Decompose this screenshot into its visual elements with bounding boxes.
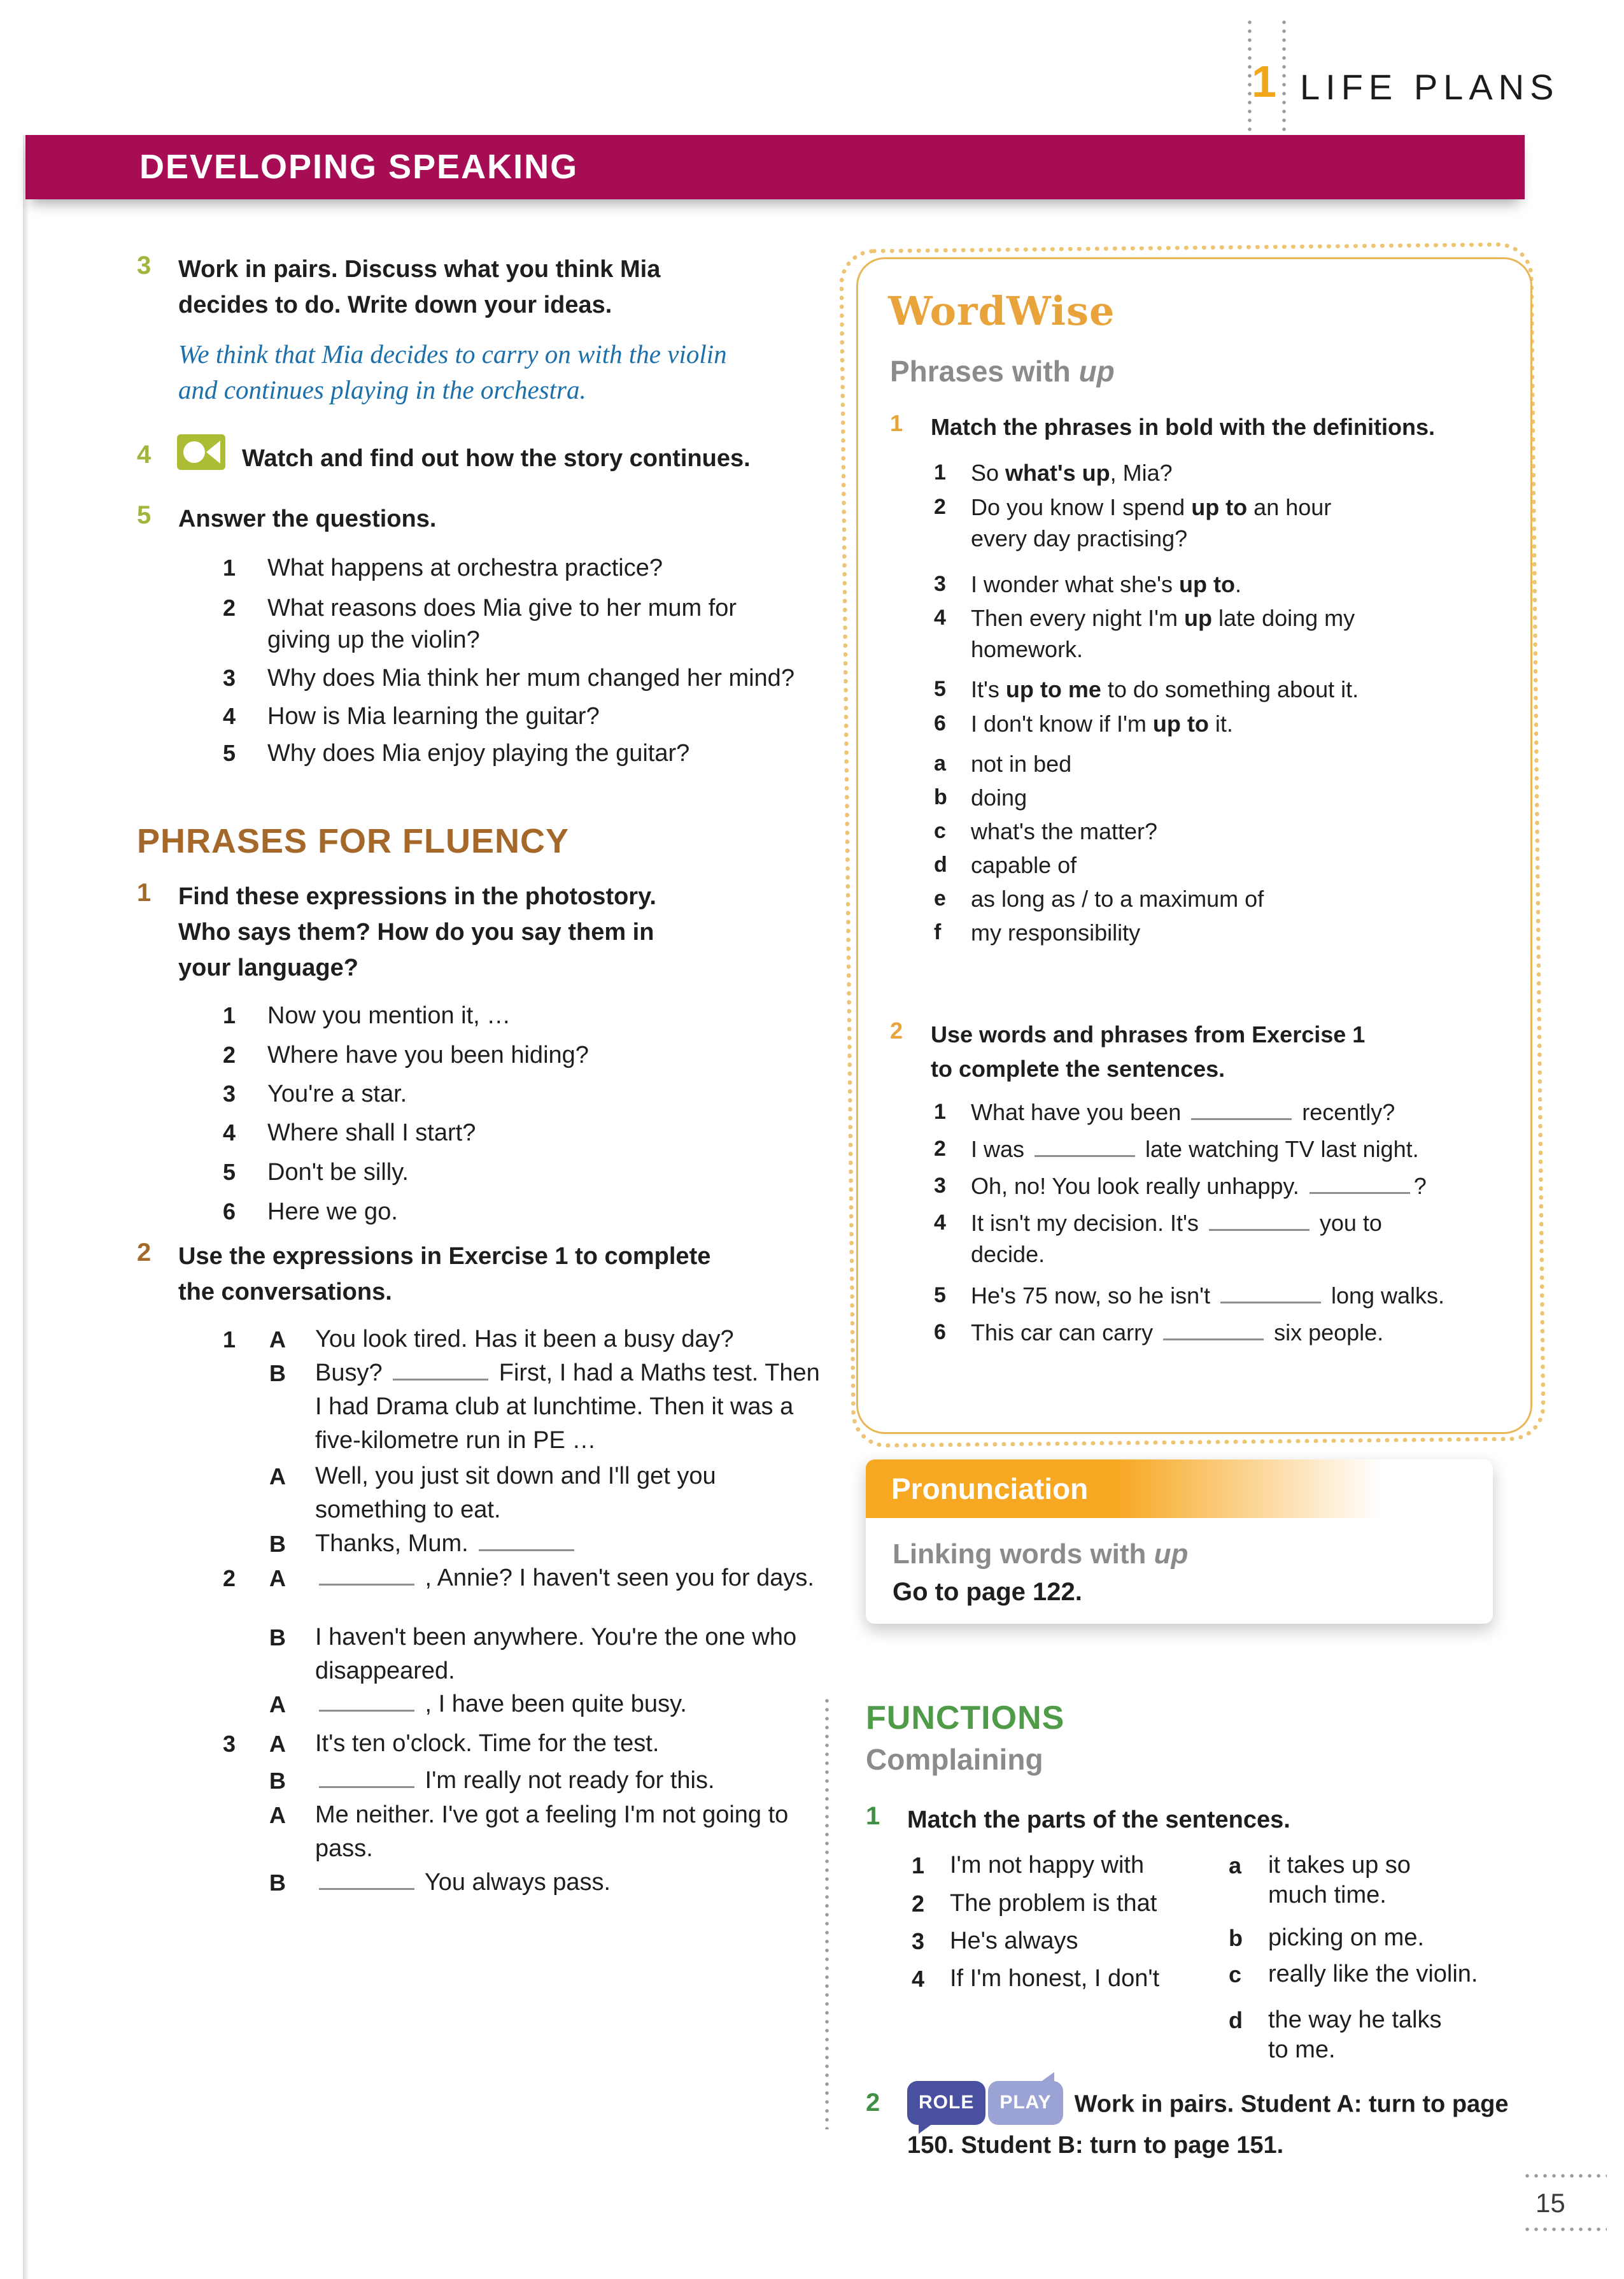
wordwise-sentence: 6 This car can carry six people. (934, 1319, 1384, 1345)
phrase-item: 2 Where have you been hiding? (223, 1042, 589, 1069)
roleplay-exercise (907, 2084, 1544, 2164)
question-item: 2 What reasons does Mia give to her mum for giving up the violin? (223, 595, 737, 653)
video-camera-icon (177, 434, 225, 470)
sentence-stem: 1 I'm not happy with (912, 1852, 1145, 1878)
exercise-number: 1 (890, 410, 903, 436)
conversation-turn: A Me neither. I've got a feeling I'm not going to pass. (269, 1801, 789, 1862)
wordwise-item: 4 Then every night I'm up late doing my homework. (934, 605, 1355, 662)
page-number: 15 (1536, 2188, 1565, 2218)
sentence-ending: a it takes up so much time. (1229, 1852, 1411, 1908)
wordwise-definition: b doing (934, 785, 1027, 811)
exercise-instruction: Answer the questions. (178, 506, 437, 532)
exercise-number: 2 (890, 1018, 903, 1044)
wordwise-sentence: 5 He's 75 now, so he isn't long walks. (934, 1282, 1445, 1309)
question-item: 1 What happens at orchestra practice? (223, 555, 663, 581)
conversation-turn: B I haven't been anywhere. You're the one who disappeared. (269, 1624, 797, 1684)
pronunciation-subtitle: Linking words with up (893, 1538, 1189, 1570)
fill-in-blank (393, 1358, 488, 1381)
exercise-instruction: Work in pairs. Discuss what you think Mia decides to do. Write down your ideas. (178, 256, 661, 318)
wordwise-sentence: 4 It isn't my decision. It's you to decide. (934, 1210, 1382, 1267)
unit-title: LIFE PLANS (1300, 67, 1560, 107)
exercise-instruction: Match the phrases in bold with the definitions. (931, 414, 1436, 440)
pronunciation-title: Pronunciation (891, 1472, 1089, 1505)
exercise-instruction: Use words and phrases from Exercise 1 to complete the sentences. (931, 1021, 1366, 1082)
wordwise-sentence: 1 What have you been recently? (934, 1099, 1395, 1125)
section-banner-label: DEVELOPING SPEAKING (139, 148, 579, 186)
fill-in-blank (1191, 1098, 1292, 1120)
fill-in-blank (1034, 1135, 1135, 1157)
conversation-turn: B Thanks, Mum. (315, 1527, 824, 1561)
phrase-item: 1 Now you mention it, … (223, 1002, 511, 1029)
fill-in-blank (1163, 1319, 1264, 1340)
footer-dotted-line-bottom (1523, 2227, 1607, 2231)
exercise-number: 1 (137, 879, 152, 907)
exercise-instruction: Find these expressions in the photostory. Who says them? How do you say them in your language? (178, 883, 656, 981)
sentence-ending: c really like the violin. (1229, 1961, 1478, 1987)
wordwise-definition: a not in bed (934, 751, 1072, 777)
sentence-stem: 2 The problem is that (912, 1890, 1157, 1917)
exercise-number: 3 (137, 252, 152, 280)
fill-in-blank (1209, 1209, 1310, 1231)
phrase-item: 3 You're a star. (223, 1081, 407, 1107)
play-badge: PLAY (988, 2081, 1063, 2125)
wordwise-sentence: 3 Oh, no! You look really unhappy. ? (934, 1173, 1427, 1199)
phrase-item: 6 Here we go. (223, 1198, 398, 1225)
wordwise-item: 1 So what's up, Mia? (934, 460, 1173, 486)
wordwise-sentence: 2 I was late watching TV last night. (934, 1136, 1419, 1162)
sentence-ending: d the way he talks to me. (1229, 2006, 1442, 2063)
wordwise-item: 2 Do you know I spend up to an hour every day practising? (934, 494, 1332, 551)
functions-heading: FUNCTIONS (866, 1700, 1065, 1736)
exercise-number: 2 (137, 1239, 152, 1267)
pronunciation-header-band (866, 1459, 1493, 1518)
phrase-item: 4 Where shall I start? (223, 1119, 476, 1146)
unit-number: 1 (1252, 57, 1276, 106)
exercise-number: 2 (866, 2089, 880, 2117)
wordwise-definition: f my responsibility (934, 919, 1141, 946)
role-badge: ROLE (907, 2081, 985, 2125)
fill-in-blank (319, 1766, 414, 1788)
sentence-stem: 4 If I'm honest, I don't (912, 1965, 1160, 1992)
fill-in-blank (1220, 1282, 1321, 1303)
wordwise-item: 6 I don't know if I'm up to it. (934, 711, 1233, 737)
sentence-ending: b picking on me. (1229, 1924, 1425, 1951)
fill-in-blank (479, 1529, 574, 1551)
conversation-turn: B Busy? First, I had a Maths test. Then I had Drama club at lunchtime. Then it was a five-kilometre run in PE … (315, 1356, 824, 1458)
phrases-for-fluency-heading: PHRASES FOR FLUENCY (137, 822, 570, 860)
exercise-instruction: Match the parts of the sentences. (907, 1807, 1290, 1833)
conversation-turn: 3 A It's ten o'clock. Time for the test. (223, 1730, 660, 1757)
conversation-turn: A Well, you just sit down and I'll get you something to eat. (269, 1463, 716, 1523)
section-banner (25, 135, 1525, 199)
question-item: 5 Why does Mia enjoy playing the guitar? (223, 740, 690, 767)
fill-in-blank (319, 1689, 414, 1712)
exercise-number: 1 (866, 1802, 880, 1830)
phrase-item: 5 Don't be silly. (223, 1159, 409, 1186)
wordwise-item: 5 It's up to me to do something about it. (934, 676, 1359, 702)
fill-in-blank (319, 1563, 414, 1586)
functions-dotted-line (825, 1696, 829, 2129)
question-item: 3 Why does Mia think her mum changed her mind? (223, 665, 794, 692)
conversation-turn: A , I have been quite busy. (315, 1687, 824, 1721)
footer-dotted-line-top (1523, 2174, 1607, 2178)
wordwise-definition: c what's the matter? (934, 818, 1158, 844)
pronunciation-goto: Go to page 122. (893, 1578, 1082, 1606)
example-answer: We think that Mia decides to carry on with the violin and continues playing in the orchestra. (178, 339, 727, 404)
conversation-turn: 1 A You look tired. Has it been a busy day? (223, 1326, 734, 1352)
exercise-number: 4 (137, 441, 152, 469)
fill-in-blank (1310, 1172, 1410, 1194)
wordwise-subtitle: Phrases with up (890, 355, 1115, 388)
exercise-instruction: Use the expressions in Exercise 1 to complete the conversations. (178, 1243, 711, 1305)
page-edge-shadow (23, 135, 29, 2279)
wordwise-item: 3 I wonder what she's up to. (934, 571, 1242, 597)
sentence-stem: 3 He's always (912, 1928, 1078, 1954)
conversation-turn: B You always pass. (315, 1866, 824, 1899)
exercise-number: 5 (137, 501, 152, 529)
wordwise-title: WordWise (888, 288, 1115, 334)
conversation-turn: 2 A , Annie? I haven't seen you for days. (315, 1561, 824, 1595)
roleplay-instruction: Work in pairs. Student A: turn to page 150. Student B: turn to page 151. (907, 2091, 1509, 2159)
functions-subheading: Complaining (866, 1743, 1043, 1776)
fill-in-blank (319, 1868, 414, 1890)
question-item: 4 How is Mia learning the guitar? (223, 703, 600, 730)
wordwise-definition: d capable of (934, 852, 1077, 878)
conversation-turn: B I'm really not ready for this. (315, 1764, 824, 1798)
wordwise-definition: e as long as / to a maximum of (934, 886, 1264, 912)
exercise-instruction: Watch and find out how the story continues. (242, 445, 751, 472)
